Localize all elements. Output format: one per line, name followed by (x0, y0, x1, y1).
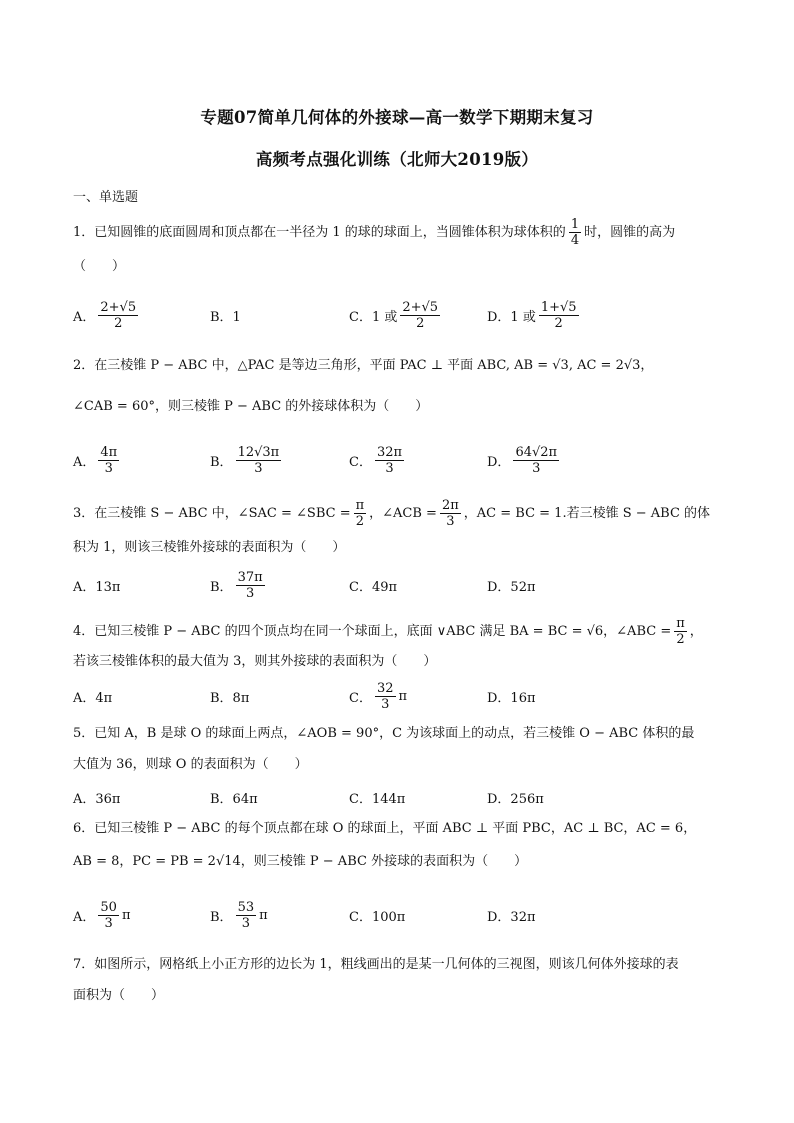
question-6-line2: AB = 8，PC = PB = 2√14，则三棱锥 P − ABC 外接球的表面积为（ ） (73, 854, 528, 869)
option-1c[interactable]: C．1 或 $\frac{2+√5}{2}$ (349, 299, 439, 331)
option-2a[interactable]: A． $\frac{4\pi}{3}$ (73, 444, 118, 476)
question-3-line2: 积为 1，则该三棱锥外接球的表面积为（ ） (73, 540, 346, 555)
question-7-line2: 面积为（ ） (73, 988, 165, 1003)
option-3a[interactable]: A．13π (73, 579, 121, 595)
question-2-line1: 2．在三棱锥 P − ABC 中，△PAC 是等边三角形，平面 PAC ⊥ 平面 ABC, AB = √3, AC = 2√3， (73, 358, 654, 373)
question-2-options (73, 440, 733, 480)
option-4c[interactable]: C． $\frac{32}{3}$ π (349, 680, 408, 712)
question-1-text (73, 217, 733, 248)
option-2d[interactable]: D． $\frac{64√2\pi}{3}$ (487, 444, 558, 476)
question-4-line1: 4．已知三棱锥 P − ABC 的四个顶点均在同一个球面上，底面 ∨ABC 满足 BA = BC = √6，∠ABC = $\frac{\pi}{2}$ ， (73, 616, 703, 647)
question-1-options (73, 295, 733, 335)
option-2c[interactable]: C． $\frac{32\pi}{3}$ (349, 444, 403, 476)
question-3-line1: 3．在三棱锥 S − ABC 中，∠SAC = ∠SBC = $\frac{\pi}{2}$ ，∠ACB = $\frac{2\pi}{3}$ ，AC = BC = 1.若三棱锥 S − ABC 的体 (73, 498, 711, 529)
document-title-line1: 专题07简单几何体的外接球—高一数学下期期末复习 (200, 108, 594, 127)
option-6a[interactable]: A． $\frac{50}{3}$ π (73, 899, 131, 931)
question-3-options (73, 565, 733, 605)
question-3-fraction-1: $\frac{\pi}{2}$ (355, 498, 365, 529)
option-6b[interactable]: B． $\frac{53}{3}$ π (210, 899, 268, 931)
option-6c[interactable]: C．100π (349, 909, 406, 925)
option-4b[interactable]: B．8π (210, 690, 250, 706)
option-1d[interactable]: D．1 或 $\frac{1+√5}{2}$ (487, 299, 577, 331)
question-3-fraction-2: $\frac{2\pi}{3}$ (441, 498, 459, 529)
question-1-text-b: 时，圆锥的高为 (584, 225, 676, 240)
question-5-line1: 5．已知 A，B 是球 O 的球面上两点，∠AOB = 90°，C 为该球面上的动点，若三棱锥 O − ABC 体积的最 (73, 726, 695, 741)
question-7-line1: 7．如图所示，网格纸上小正方形的边长为 1，粗线画出的是某一几何体的三视图，则该几何体外接球的表 (73, 957, 679, 972)
option-1a[interactable]: A． $\frac{2+√5}{2}$ (73, 299, 137, 331)
question-5-line2: 大值为 36，则球 O 的表面积为（ ） (73, 757, 308, 772)
question-6-options (73, 895, 733, 935)
question-6-line1: 6．已知三棱锥 P − ABC 的每个顶点都在球 O 的球面上，平面 ABC ⊥ 平面 PBC，AC ⊥ BC，AC = 6， (73, 821, 697, 836)
question-1-text-a: 1．已知圆锥的底面圆周和顶点都在一半径为 1 的球的球面上，当圆锥体积为球体积的 (73, 225, 566, 240)
option-6d[interactable]: D．32π (487, 909, 536, 925)
section-heading: 一、单选题 (73, 190, 139, 205)
option-3d[interactable]: D．52π (487, 579, 536, 595)
option-4d[interactable]: D．16π (487, 690, 536, 706)
document-title-line2: 高频考点强化训练（北师大2019版） (255, 150, 539, 169)
option-5a[interactable]: A．36π (73, 791, 121, 807)
question-1-paren: （ ） (73, 259, 126, 274)
option-3b[interactable]: B． $\frac{37\pi}{3}$ (210, 569, 263, 601)
option-3c[interactable]: C．49π (349, 579, 398, 595)
question-1-fraction: $\frac{1}{4}$ (570, 217, 580, 248)
question-4-line2: 若该三棱锥体积的最大值为 3，则其外接球的表面积为（ ） (73, 654, 437, 669)
question-4-fraction: $\frac{\pi}{2}$ (676, 616, 685, 647)
option-2b[interactable]: B． $\frac{12√3\pi}{3}$ (210, 444, 280, 476)
option-1b[interactable]: B．1 (210, 309, 241, 325)
question-5-options (73, 777, 733, 817)
option-5d[interactable]: D．256π (487, 791, 544, 807)
option-5c[interactable]: C．144π (349, 791, 406, 807)
option-4a[interactable]: A．4π (73, 690, 113, 706)
question-4-options (73, 676, 733, 716)
question-2-line2: ∠CAB = 60°，则三棱锥 P − ABC 的外接球体积为（ ） (73, 399, 429, 414)
option-5b[interactable]: B．64π (210, 791, 258, 807)
